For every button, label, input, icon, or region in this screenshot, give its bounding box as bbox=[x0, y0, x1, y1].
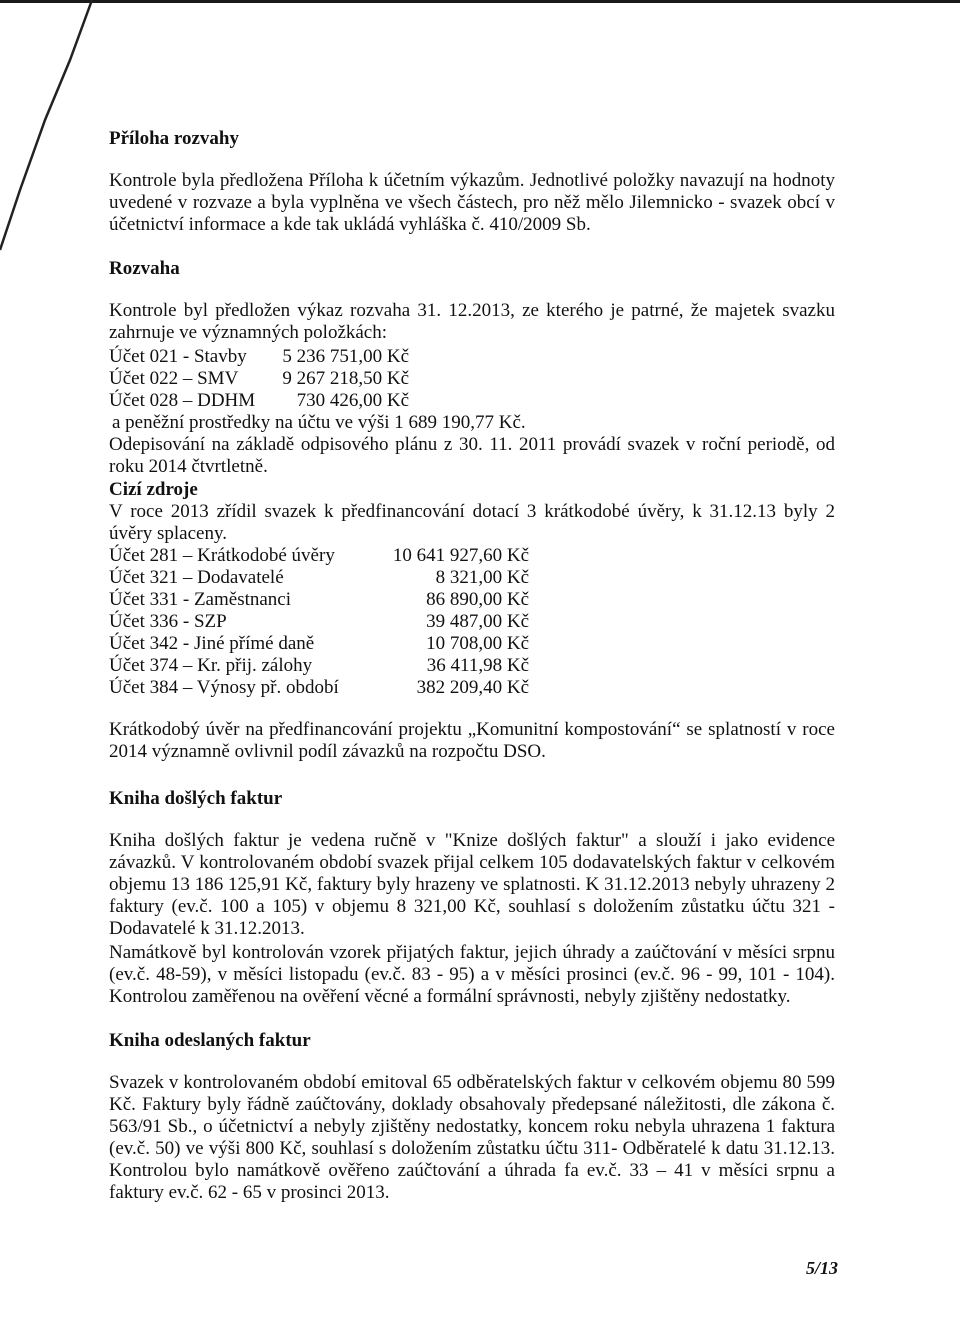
account-label: Účet 342 - Jiné přímé daně bbox=[109, 633, 315, 654]
paragraph-doslych-2: Namátkově byl kontrolován vzorek přijatých faktur, jejich úhrady a zaúčtování v měsíci srpnu (ev.č. 48-59), v měsíci listopadu (ev.č. 83 - 95) a v měsíci prosinci (ev.č. 96 - 99, 101 - 104). Kontrolou zaměřenou na ověření věcné a formální správnosti, nebyly zjištěny nedostatky. bbox=[109, 942, 835, 1007]
account-amount: 86 890,00 Kč bbox=[426, 589, 529, 610]
account-label: Účet 331 - Zaměstnanci bbox=[109, 589, 292, 610]
account-label: Účet 022 – SMV bbox=[109, 368, 239, 389]
account-label: Účet 028 – DDHM bbox=[109, 390, 256, 411]
account-amount: 39 487,00 Kč bbox=[426, 611, 529, 632]
account-amount: 10 708,00 Kč bbox=[426, 633, 529, 654]
account-row bbox=[109, 346, 409, 368]
paragraph-priloha: Kontrole byla předložena Příloha k účetním výkazům. Jednotlivé položky navazují na hodnoty uvedené v rozvaze a byla vyplněna ve všech částech, pro něž mělo Jilemnicko - svazek obcí v účetnictví informace a kde tak ukládá vyhláška č. 410/2009 Sb. bbox=[109, 170, 835, 235]
cash-line: a peněžní prostředky na účtu ve výši 1 689 190,77 Kč. bbox=[112, 412, 526, 433]
account-amount: 730 426,00 Kč bbox=[296, 390, 409, 411]
account-row bbox=[109, 611, 529, 633]
account-amount: 9 267 218,50 Kč bbox=[282, 368, 409, 389]
heading-rozvaha: Rozvaha bbox=[109, 258, 180, 279]
paragraph-rozvaha-intro: Kontrole byl předložen výkaz rozvaha 31. 12.2013, ze kterého je patrné, že majetek svazku zahrnuje ve významných položkách: bbox=[109, 300, 835, 343]
account-label: Účet 384 – Výnosy př. období bbox=[109, 677, 339, 698]
account-row bbox=[109, 655, 529, 677]
account-label: Účet 281 – Krátkodobé úvěry bbox=[109, 545, 335, 566]
account-amount: 10 641 927,60 Kč bbox=[392, 545, 529, 566]
heading-kniha-odeslanych-faktur: Kniha odeslaných faktur bbox=[109, 1030, 311, 1051]
account-row bbox=[109, 677, 529, 699]
account-row bbox=[109, 390, 409, 412]
page-number: 5/13 bbox=[805, 1258, 838, 1278]
account-amount: 5 236 751,00 Kč bbox=[282, 346, 409, 367]
account-amount: 382 209,40 Kč bbox=[416, 677, 529, 698]
paragraph-odeslanych: Svazek v kontrolovaném období emitoval 65 odběratelských faktur v celkovém objemu 80 599 Kč. Faktury byly řádně zaúčtovány, doklady obsahovaly předepsané náležitosti, dle zákona č. 563/91 Sb., o účetnictví a nebyly zjištěny nedostatky, koncem roku nebyla uhrazena 1 faktura (ev.č. 50) ve výši 800 Kč, souhlasí s doložením zůstatku účtu 311- Odběratelé k datu 31.12.13. Kontrolou bylo namátkově ověřeno zaúčtování a úhrada fa ev.č. 33 – 41 v měsíci srpnu a faktury ev.č. 62 - 65 v prosinci 2013. bbox=[109, 1072, 835, 1203]
account-row bbox=[109, 567, 529, 589]
heading-cizi-zdroje: Cizí zdroje bbox=[109, 479, 198, 500]
account-row bbox=[109, 589, 529, 611]
scan-left-edge bbox=[0, 0, 120, 300]
scan-top-edge bbox=[0, 0, 960, 3]
account-label: Účet 336 - SZP bbox=[109, 611, 227, 632]
paragraph-cizi-zdroje-note: Krátkodobý úvěr na předfinancování projektu „Komunitní kompostování“ se splatností v roce 2014 významně ovlivnil podíl závazků na rozpočtu DSO. bbox=[109, 719, 835, 762]
account-label: Účet 321 – Dodavatelé bbox=[109, 567, 284, 588]
account-row bbox=[109, 545, 529, 567]
account-row bbox=[109, 633, 529, 655]
account-amount: 36 411,98 Kč bbox=[426, 655, 529, 676]
heading-kniha-doslych-faktur: Kniha došlých faktur bbox=[109, 788, 283, 809]
paragraph-doslych-1: Kniha došlých faktur je vedena ručně v "Knize došlých faktur" a slouží i jako evidence závazků. V kontrolovaném období svazek přijal celkem 105 dodavatelských faktur v celkovém objemu 13 186 125,91 Kč, faktury byly hrazeny ve splatnosti. K 31.12.2013 nebyly uhrazeny 2 faktury (ev.č. 100 a 105) v objemu 8 321,00 Kč, souhlasí s doložením zůstatku účtu 321 - Dodavatelé k 31.12.2013. bbox=[109, 830, 835, 939]
account-label: Účet 374 – Kr. přij. zálohy bbox=[109, 655, 313, 676]
heading-priloha-rozvahy: Příloha rozvahy bbox=[109, 128, 240, 149]
account-row bbox=[109, 368, 409, 390]
paragraph-cizi-zdroje: V roce 2013 zřídil svazek k předfinancování dotací 3 krátkodobé úvěry, k 31.12.13 byly 2 úvěry splaceny. bbox=[109, 501, 835, 544]
account-label: Účet 021 - Stavby bbox=[109, 346, 247, 367]
account-amount: 8 321,00 Kč bbox=[435, 567, 529, 588]
paragraph-depreciation: Odepisování na základě odpisového plánu z 30. 11. 2011 provádí svazek v roční periodě, od roku 2014 čtvrtletně. bbox=[109, 434, 835, 477]
